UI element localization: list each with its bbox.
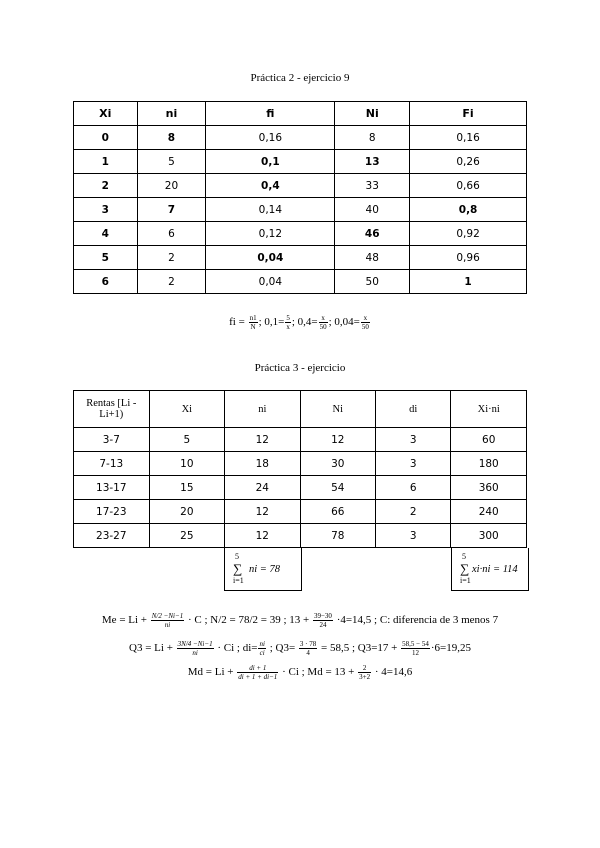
header-xi: Xi: [149, 391, 224, 428]
table-cell: 5: [137, 150, 206, 174]
sum-expression: xi·ni = 114: [472, 564, 518, 575]
table-row: [74, 452, 527, 476]
mode-formula: [0, 664, 600, 681]
table-row: [74, 126, 527, 150]
table-cell: 4: [74, 222, 138, 246]
table-cell: 0,14: [206, 198, 335, 222]
table-cell: 12: [225, 524, 300, 548]
table-cell: 20: [137, 174, 206, 198]
table-cell: 54: [300, 476, 375, 500]
table-cell: 48: [335, 246, 410, 270]
table-cell: 3: [376, 428, 451, 452]
fraction: $\frac{N/2 -Ni-1}{ni}$: [151, 612, 184, 629]
fraction: $\frac{3N/4 -Ni-1}{ni}$: [177, 640, 213, 657]
formula-text: = 58,5 ; Q3=17 +: [318, 642, 401, 655]
fraction: $\frac{5}{x}$: [286, 314, 290, 331]
sum-xini-box: [451, 548, 529, 591]
table-cell: 6: [376, 476, 451, 500]
table-cell: 5: [149, 428, 224, 452]
formula-text: ; Q3=: [266, 642, 298, 655]
table-cell: 18: [225, 452, 300, 476]
fraction: $\frac{3 \cdot 78}{4}$: [299, 640, 317, 657]
table-cell: 50: [335, 270, 410, 294]
table-cell: 180: [451, 452, 527, 476]
table-cell: 78: [300, 524, 375, 548]
table-row: [74, 174, 527, 198]
table-cell: 0,66: [410, 174, 527, 198]
fraction: $\frac{58,5 - 54}{12}$: [402, 640, 429, 657]
formula-text: Q3 = Li +: [129, 642, 176, 655]
sigma-icon: ∑: [233, 561, 243, 576]
table-cell: 12: [225, 500, 300, 524]
formula-text: · C ; N/2 = 78/2 = 39 ; 13 +: [185, 614, 312, 627]
table-cell: 12: [300, 428, 375, 452]
table-cell: 0,12: [206, 222, 335, 246]
formula-text: · Ci ; di=: [214, 642, 258, 655]
sum-lower: i=1: [460, 576, 471, 585]
table-cell: 0,96: [410, 246, 527, 270]
table-cell: 0,8: [410, 198, 527, 222]
table-row: [74, 476, 527, 500]
table-cell: 20: [149, 500, 224, 524]
table-cell: 23-27: [74, 524, 150, 548]
header-Fi: Fi: [410, 102, 527, 126]
header-Ni: Ni: [300, 391, 375, 428]
table-cell: 7-13: [74, 452, 150, 476]
table-cell: 2: [376, 500, 451, 524]
sum-lower: i=1: [233, 576, 244, 585]
table-cell: 360: [451, 476, 527, 500]
formula-text: ·4=14,5 ; C: diferencia de 3 menos 7: [333, 614, 499, 627]
formula-text: fi =: [229, 316, 248, 329]
median-formula: [0, 612, 600, 629]
table-cell: 3: [376, 452, 451, 476]
table-cell: 2: [74, 174, 138, 198]
table-cell: 25: [149, 524, 224, 548]
table-cell: 12: [225, 428, 300, 452]
sum-ni-box: [224, 548, 302, 591]
table-cell: 1: [410, 270, 527, 294]
fraction: $\frac{ni}{ci}$: [259, 640, 265, 657]
table-cell: 46: [335, 222, 410, 246]
header-rentas: Rentas [Li - Li+1): [74, 391, 150, 428]
table-row: [74, 428, 527, 452]
fraction: $\frac{x}{50}$: [361, 314, 369, 331]
sum-expression: ni = 78: [249, 564, 281, 575]
table-cell: 6: [137, 222, 206, 246]
table-header-row: [74, 102, 527, 126]
table-row: [74, 222, 527, 246]
formula-text: · Ci ; Md = 13 +: [279, 666, 358, 679]
table-cell: 1: [74, 150, 138, 174]
table-cell: 15: [149, 476, 224, 500]
sum-upper: 5: [235, 552, 239, 561]
formula-text: Md = Li +: [187, 666, 237, 679]
table-row: [74, 198, 527, 222]
table-cell: 0: [74, 126, 138, 150]
formula-text: Me = Li +: [101, 614, 150, 627]
table-cell: 66: [300, 500, 375, 524]
table-row: [74, 500, 527, 524]
header-di: di: [376, 391, 451, 428]
practica2-title: Práctica 2 - ejercicio 9: [250, 72, 350, 84]
table-cell: 0,1: [206, 150, 335, 174]
table-cell: 0,4: [206, 174, 335, 198]
table-cell: 17-23: [74, 500, 150, 524]
fraction: $\frac{di + 1}{di + 1 + di-1}$: [238, 664, 278, 681]
fraction: $\frac{x}{50}$: [319, 314, 327, 331]
table-cell: 8: [335, 126, 410, 150]
formula-text: ·6=19,25: [430, 642, 471, 655]
table-cell: 240: [451, 500, 527, 524]
sum-upper: 5: [462, 552, 466, 561]
table-header-row: [74, 391, 527, 428]
table-cell: 0,04: [206, 246, 335, 270]
table-cell: 5: [74, 246, 138, 270]
table-cell: 7: [137, 198, 206, 222]
table-cell: 40: [335, 198, 410, 222]
formula-text: · 4=14,6: [372, 666, 413, 679]
table-cell: 0,16: [410, 126, 527, 150]
table-cell: 3: [376, 524, 451, 548]
header-Ni: Ni: [335, 102, 410, 126]
table-cell: 0,16: [206, 126, 335, 150]
table-cell: 2: [137, 270, 206, 294]
formula-text: ; 0,4=: [291, 316, 318, 329]
header-ni: ni: [225, 391, 300, 428]
header-xini: Xi·ni: [451, 391, 527, 428]
table-cell: 0,04: [206, 270, 335, 294]
table-cell: 3-7: [74, 428, 150, 452]
table-cell: 2: [137, 246, 206, 270]
practica3-table: [73, 390, 527, 548]
formula-text: ; 0,04=: [328, 316, 360, 329]
header-xi: Xi: [74, 102, 138, 126]
header-fi: fi: [206, 102, 335, 126]
table-cell: 30: [300, 452, 375, 476]
q3-formula: [0, 640, 600, 657]
table-cell: 10: [149, 452, 224, 476]
table-row: [74, 150, 527, 174]
table-cell: 300: [451, 524, 527, 548]
fraction: $\frac{n1}{N}$: [249, 314, 257, 331]
table-cell: 8: [137, 126, 206, 150]
practica3-title: Práctica 3 - ejercicio: [254, 362, 346, 374]
fraction: $\frac{39-30}{24}$: [313, 612, 332, 629]
table-cell: 0,26: [410, 150, 527, 174]
table-row: [74, 524, 527, 548]
table-cell: 24: [225, 476, 300, 500]
fi-formula: [0, 314, 600, 331]
table-row: [74, 246, 527, 270]
table-cell: 33: [335, 174, 410, 198]
table-cell: 0,92: [410, 222, 527, 246]
formula-text: ; 0,1=: [258, 316, 285, 329]
header-ni: ni: [137, 102, 206, 126]
table-row: [74, 270, 527, 294]
table-cell: 6: [74, 270, 138, 294]
table-cell: 13-17: [74, 476, 150, 500]
fraction: $\frac{2}{3+2}$: [359, 664, 371, 681]
table-cell: 13: [335, 150, 410, 174]
sigma-icon: ∑: [460, 561, 470, 576]
practica2-table: [73, 101, 527, 294]
table-cell: 3: [74, 198, 138, 222]
table-cell: 60: [451, 428, 527, 452]
